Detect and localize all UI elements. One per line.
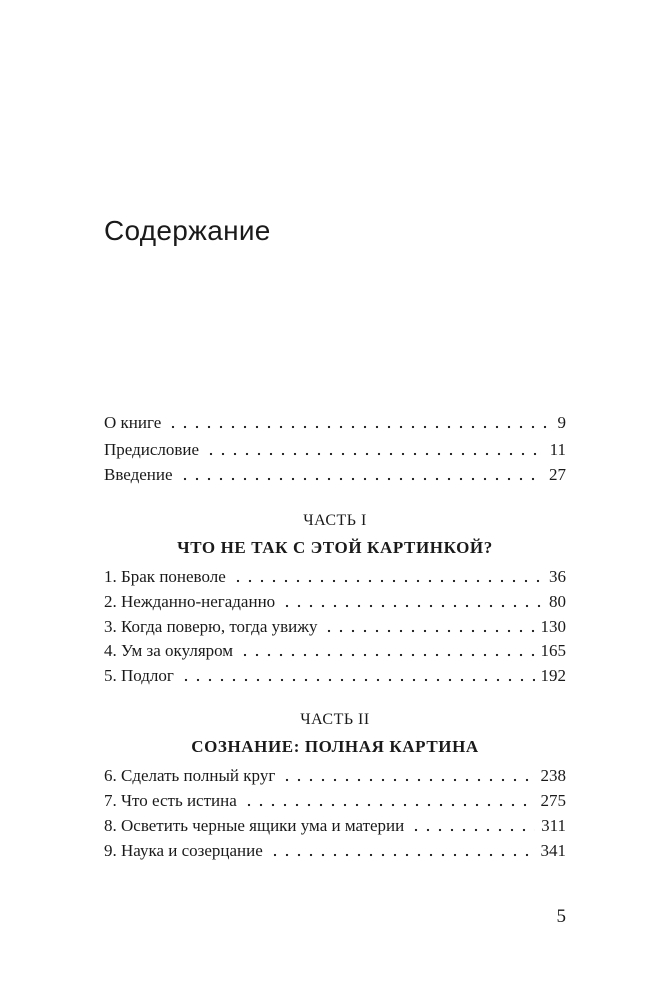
toc-entry-chapter-7[interactable] xyxy=(104,790,566,812)
toc-entry-introduction[interactable] xyxy=(104,464,566,486)
dot-leader xyxy=(205,439,544,461)
toc-entry-label: 3. Когда поверю, тогда увижу xyxy=(104,617,318,636)
toc-entry-page: 238 xyxy=(540,766,566,785)
toc-entry-page: 9 xyxy=(557,413,566,432)
toc-entry-page: 192 xyxy=(540,666,566,685)
toc-entry-chapter-6[interactable] xyxy=(104,765,566,787)
toc-entry-chapter-3[interactable] xyxy=(104,616,566,638)
toc-entry-page: 36 xyxy=(549,567,566,586)
toc-entry-page: 11 xyxy=(549,440,566,459)
toc-entry-page: 27 xyxy=(549,465,566,484)
toc-entry-page: 341 xyxy=(540,841,566,860)
toc-entry-label: 4. Ум за окуляром xyxy=(104,641,234,660)
toc-entry-label: 9. Наука и созерцание xyxy=(104,841,263,860)
toc-entry-label: 5. Подлог xyxy=(104,666,174,685)
dot-leader xyxy=(269,840,535,862)
toc-entry-page: 275 xyxy=(540,791,566,810)
toc-entry-page: 130 xyxy=(540,617,566,636)
toc-entry-page: 311 xyxy=(541,816,566,835)
part-1-label: ЧАСТЬ I xyxy=(303,512,367,529)
dot-leader xyxy=(180,665,535,687)
toc-entry-label: О книге xyxy=(104,413,162,432)
toc-entry-label: 1. Брак поневоле xyxy=(104,567,226,586)
dot-leader xyxy=(167,412,551,434)
dot-leader xyxy=(281,765,534,787)
dot-leader xyxy=(243,790,535,812)
page-number: 5 xyxy=(556,906,566,927)
toc-entry-page: 80 xyxy=(549,592,566,611)
toc-entry-chapter-2[interactable] xyxy=(104,591,566,613)
toc-entry-preface[interactable] xyxy=(104,439,566,461)
page-title: Содержание xyxy=(104,214,271,246)
toc-entry-chapter-9[interactable] xyxy=(104,840,566,862)
toc-entry-chapter-4[interactable] xyxy=(104,640,566,662)
toc-entry-page: 165 xyxy=(540,641,566,660)
dot-leader xyxy=(232,566,543,588)
part-2-label: ЧАСТЬ II xyxy=(300,711,370,728)
toc-entry-label: 6. Сделать полный круг xyxy=(104,766,276,785)
part-2-title: СОЗНАНИЕ: ПОЛНАЯ КАРТИНА xyxy=(191,737,479,756)
dot-leader xyxy=(410,815,535,837)
toc-entry-label: 2. Нежданно-негаданно xyxy=(104,592,276,611)
toc-entry-chapter-8[interactable] xyxy=(104,815,566,837)
dot-leader xyxy=(179,464,543,486)
toc-entry-about[interactable] xyxy=(104,412,566,434)
toc-entry-chapter-5[interactable] xyxy=(104,665,566,687)
dot-leader xyxy=(281,591,543,613)
part-1-title: ЧТО НЕ ТАК С ЭТОЙ КАРТИНКОЙ? xyxy=(177,538,493,557)
dot-leader xyxy=(239,640,534,662)
dot-leader xyxy=(323,616,534,638)
toc-entry-label: 8. Осветить черные ящики ума и материи xyxy=(104,816,405,835)
toc-entry-chapter-1[interactable] xyxy=(104,566,566,588)
toc-entry-label: 7. Что есть истина xyxy=(104,791,237,810)
toc-entry-label: Предисловие xyxy=(104,440,200,459)
toc-entry-label: Введение xyxy=(104,465,173,484)
